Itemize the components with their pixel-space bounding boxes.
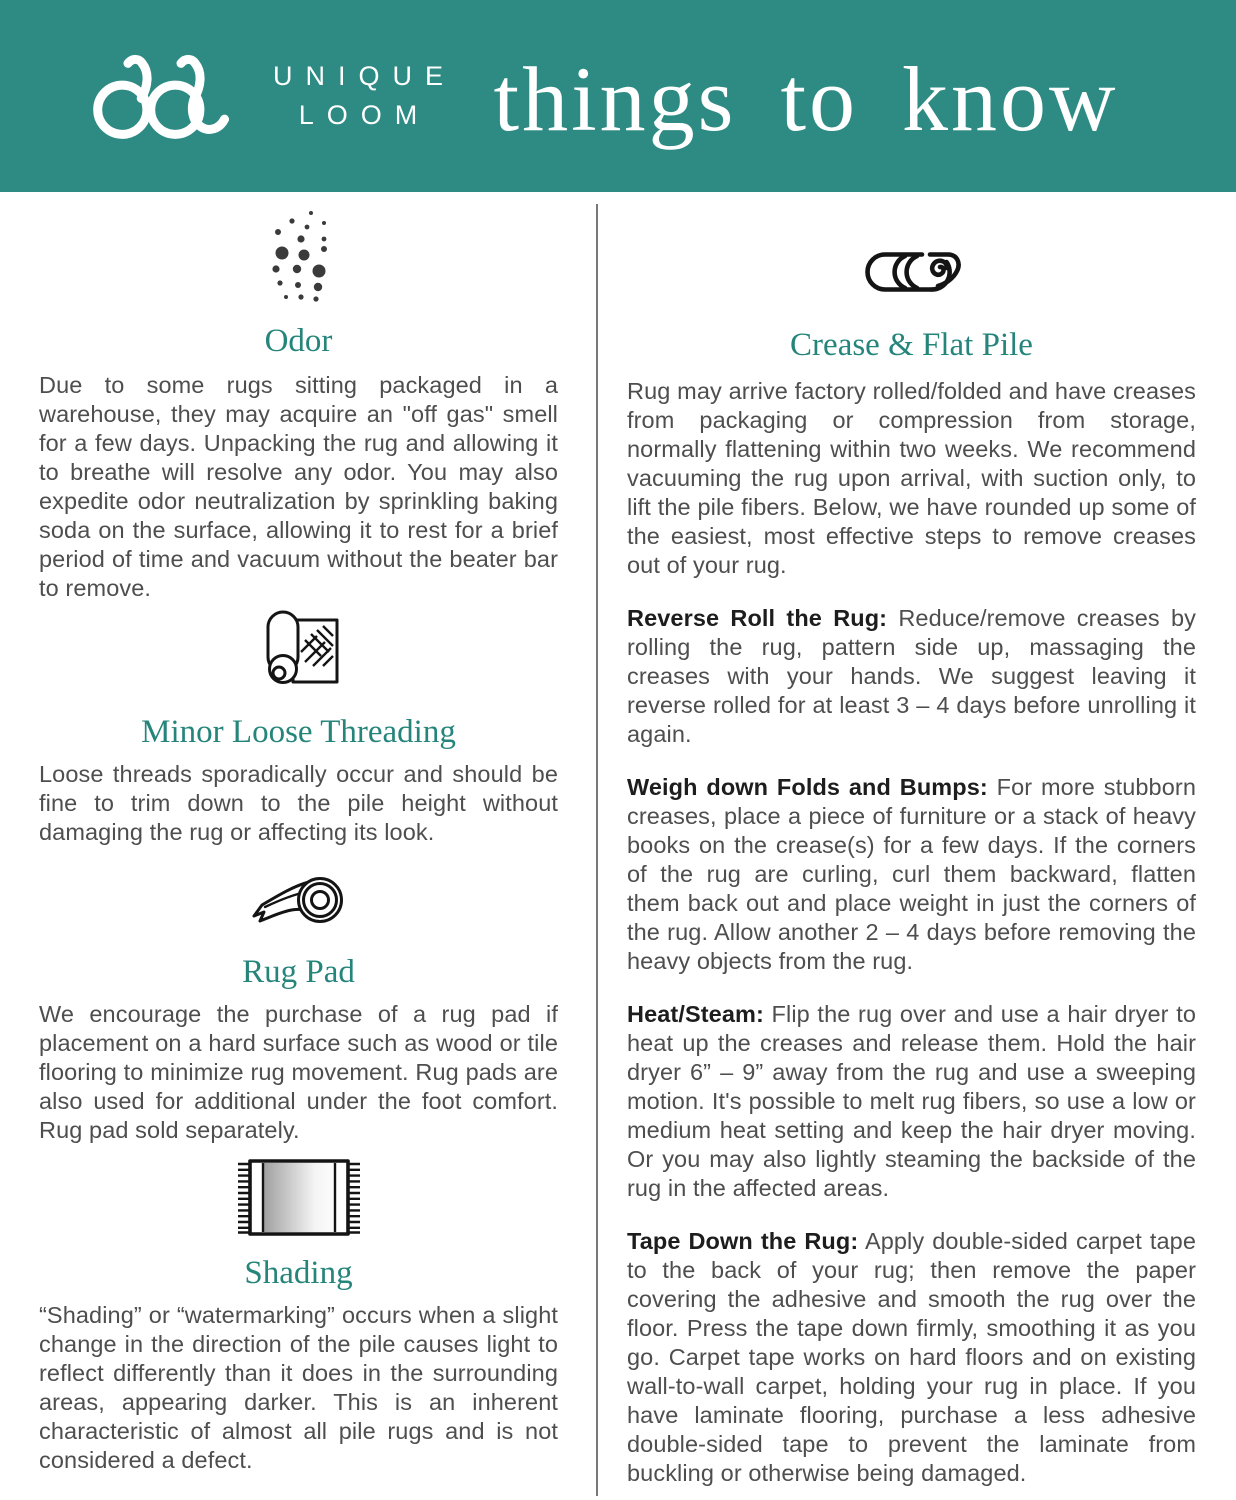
unique-loom-logo-icon bbox=[92, 50, 234, 142]
rolled-rug-spiral-icon bbox=[860, 246, 964, 294]
fringed-rug-icon bbox=[235, 1159, 363, 1236]
tip-tape-down bbox=[627, 1227, 1196, 1488]
section-shading bbox=[39, 1145, 558, 1475]
tip-label: Heat/Steam: bbox=[627, 1000, 764, 1027]
section-heading-rug-pad: Rug Pad bbox=[242, 953, 355, 990]
brand-line-loom: LOOM bbox=[298, 100, 431, 130]
tip-weigh-down bbox=[627, 773, 1196, 976]
left-column bbox=[39, 192, 558, 1475]
section-heading-shading: Shading bbox=[244, 1254, 353, 1291]
tip-text: Apply double-sided carpet tape to the back of your rug; then remove the paper covering the adhesive and smooth the rug over the floor. Press the tape down firmly, smoothing it as you go. Carpet tape works on hard floors and on existing wall-to-wall carpet, holding your rug in place. If you have laminate flooring, purchase a less adhesive double-sided tape to prevent the laminate from buckling or otherwise being damaged. bbox=[627, 1227, 1196, 1486]
column-divider-line bbox=[596, 204, 598, 1496]
page-title: things to know bbox=[493, 48, 1119, 150]
tip-text: For more stubborn creases, place a piece of furniture or a stack of heavy books on the crease(s) for a few days. If the corners of the rug are curling, curl them backward, flatten them back out and place weight in just the corners of the rug. Allow another 2 – 4 days before removing the heavy objects from the rug. bbox=[627, 773, 1196, 974]
brand-line-unique: UNIQUE bbox=[273, 61, 457, 91]
section-body-shading: “Shading” or “watermarking” occurs when a slight change in the direction of the pile causes light to reflect differently than it does in the surrounding areas, appearing darker. This is an inherent characteristic of almost all pile rugs and is not considered a defect. bbox=[39, 1301, 558, 1473]
section-minor-loose-threading bbox=[39, 603, 558, 847]
section-heading-crease: Crease & Flat Pile bbox=[790, 327, 1033, 363]
tip-heat-steam bbox=[627, 1000, 1196, 1203]
tip-text: Flip the rug over and use a hair dryer to heat up the creases and release them. Hold the hair dryer 6” – 9” away from the rug and use a sweeping motion. It's possible to melt rug fibers, so use a low or medium heat setting and keep the hair dryer moving. Or you may also lightly steaming the backside of the rug in the affected areas. bbox=[627, 1000, 1196, 1201]
section-body-threading: Loose threads sporadically occur and should be fine to trim down to the pile height without damaging the rug or affecting its look. bbox=[39, 760, 558, 845]
brand-name bbox=[260, 57, 456, 135]
section-body-rug-pad: We encourage the purchase of a rug pad if placement on a hard surface such as wood or tile flooring to minimize rug movement. Rug pads are also used for additional under the foot comfort. Rug pad sold separately. bbox=[39, 1000, 558, 1143]
section-heading-odor: Odor bbox=[264, 323, 333, 359]
tip-label: Reverse Roll the Rug: bbox=[627, 604, 888, 631]
tip-label: Weigh down Folds and Bumps: bbox=[627, 773, 988, 800]
unique-loom-logo-block bbox=[92, 50, 456, 142]
tip-label: Tape Down the Rug: bbox=[627, 1227, 859, 1254]
tip-text: Reduce/remove creases by rolling the rug, pattern side up, massaging the creases with your hands. We suggest leaving it reverse rolled for at least 3 – 4 days before unrolling it again. bbox=[627, 604, 1196, 747]
section-heading-threading: Minor Loose Threading bbox=[141, 713, 456, 750]
section-odor bbox=[39, 192, 558, 603]
section-intro-crease: Rug may arrive factory rolled/folded and have creases from packaging or compression from storage, normally flattening within two weeks. We recommend vacuuming the rug upon arrival, with suction only, to lift the pile fibers. Below, we have rounded up some of the easiest, most effective steps to remove creases out of your rug. bbox=[627, 377, 1196, 578]
odor-dots-icon bbox=[267, 208, 331, 304]
header-banner bbox=[0, 0, 1236, 192]
section-crease-flat-pile bbox=[627, 192, 1196, 1488]
rug-pad-roll-icon bbox=[249, 871, 349, 929]
tip-reverse-roll bbox=[627, 604, 1196, 749]
section-rug-pad bbox=[39, 847, 558, 1145]
section-body-odor: Due to some rugs sitting packaged in a warehouse, they may acquire an "off gas" smell for a few days. Unpacking the rug and allowing it to breathe will resolve any odor. You may also expedite odor neutralization by sprinkling baking soda on the surface, allowing it to rest for a brief period of time and vacuum without the beater bar to remove. bbox=[39, 371, 558, 601]
rolled-rug-crosshatch-icon bbox=[259, 607, 339, 693]
right-column bbox=[627, 192, 1196, 1488]
